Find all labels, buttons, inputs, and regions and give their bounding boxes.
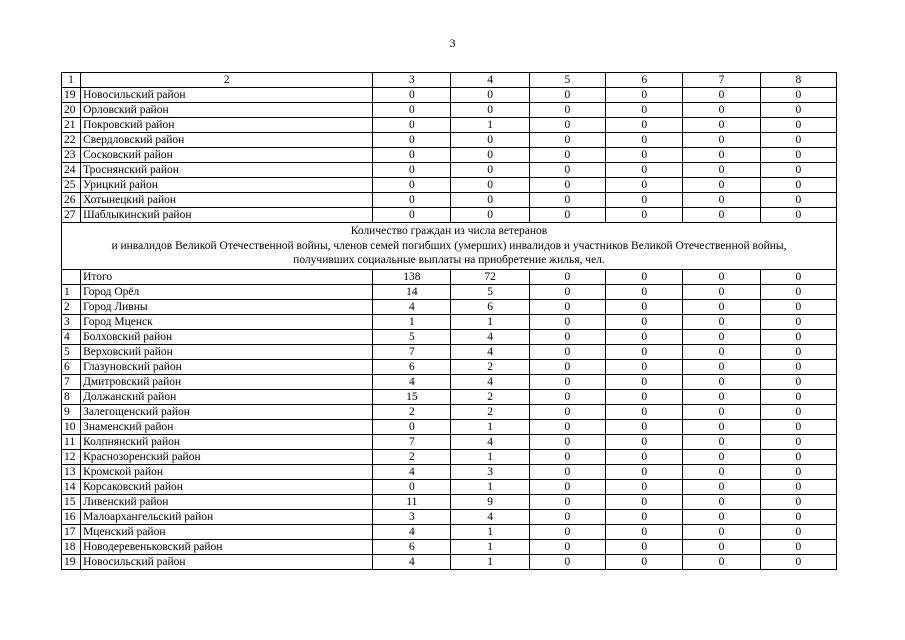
value-cell: 0: [451, 88, 529, 103]
page-number: 3: [449, 36, 456, 50]
district-name-cell: Знаменский район: [81, 419, 373, 434]
district-name-cell: Город Орёл: [81, 284, 373, 299]
value-cell: 0: [760, 284, 836, 299]
header-cell: 5: [529, 73, 605, 88]
value-cell: 0: [606, 494, 683, 509]
value-cell: 2: [373, 404, 451, 419]
value-cell: 0: [683, 329, 760, 344]
district-name-cell: Ливенский район: [81, 494, 373, 509]
value-cell: 0: [683, 389, 760, 404]
district-name-cell: Новодеревеньковский район: [81, 539, 373, 554]
district-name-cell: Хотынецкий район: [81, 193, 373, 208]
value-cell: 138: [373, 269, 451, 284]
value-cell: 0: [683, 88, 760, 103]
value-cell: 1: [451, 524, 529, 539]
section-title-line: и инвалидов Великой Отечественной войны, членов семей погибших (умерших) инвалидов и участников Великой Отечественной войны,: [111, 239, 787, 252]
value-cell: 0: [760, 133, 836, 148]
value-cell: 9: [451, 494, 529, 509]
value-cell: 0: [451, 133, 529, 148]
value-cell: 0: [683, 479, 760, 494]
row-number-cell: 21: [62, 118, 81, 133]
value-cell: 4: [451, 329, 529, 344]
value-cell: 0: [373, 178, 451, 193]
value-cell: 0: [529, 103, 605, 118]
row-number-cell: 5: [62, 344, 81, 359]
value-cell: 0: [529, 404, 605, 419]
value-cell: 1: [373, 314, 451, 329]
district-name-cell: Колпнянский район: [81, 434, 373, 449]
value-cell: 0: [683, 299, 760, 314]
value-cell: 0: [683, 344, 760, 359]
row-number-cell: 22: [62, 133, 81, 148]
value-cell: 5: [451, 284, 529, 299]
value-cell: 0: [606, 419, 683, 434]
table-row: [62, 118, 837, 133]
table-row: [62, 539, 837, 554]
value-cell: 0: [760, 479, 836, 494]
table-row: [62, 524, 837, 539]
table-row: [62, 193, 837, 208]
district-name-cell: Орловский район: [81, 103, 373, 118]
value-cell: 7: [373, 344, 451, 359]
value-cell: 0: [373, 118, 451, 133]
value-cell: 0: [683, 178, 760, 193]
district-name-cell: Город Ливны: [81, 299, 373, 314]
row-number-cell: 27: [62, 208, 81, 223]
value-cell: 0: [529, 374, 605, 389]
row-number-cell: 26: [62, 193, 81, 208]
value-cell: 2: [373, 449, 451, 464]
table-row: [62, 314, 837, 329]
section-title-line: получивших социальные выплаты на приобретение жилья, чел.: [293, 254, 605, 266]
value-cell: 0: [529, 539, 605, 554]
value-cell: 0: [606, 359, 683, 374]
value-cell: 0: [683, 524, 760, 539]
value-cell: 0: [760, 314, 836, 329]
row-number-cell: 17: [62, 524, 81, 539]
value-cell: 0: [606, 269, 683, 284]
section-title-line: Количество граждан из числа ветеранов: [350, 225, 548, 237]
row-number-cell: 10: [62, 419, 81, 434]
value-cell: 0: [529, 133, 605, 148]
table-row: [62, 449, 837, 464]
value-cell: 0: [683, 148, 760, 163]
value-cell: 0: [606, 374, 683, 389]
district-name-cell: Краснозоренский район: [81, 449, 373, 464]
value-cell: 1: [451, 419, 529, 434]
value-cell: 0: [683, 118, 760, 133]
row-number-cell: 19: [62, 88, 81, 103]
value-cell: 0: [760, 359, 836, 374]
value-cell: 0: [373, 103, 451, 118]
value-cell: 0: [683, 494, 760, 509]
value-cell: 4: [373, 374, 451, 389]
value-cell: 0: [760, 494, 836, 509]
value-cell: 0: [529, 208, 605, 223]
value-cell: 0: [606, 148, 683, 163]
value-cell: 0: [683, 208, 760, 223]
section-title-row: [62, 223, 837, 270]
value-cell: 1: [451, 449, 529, 464]
value-cell: 3: [373, 509, 451, 524]
table-row: [62, 284, 837, 299]
table-row: [62, 299, 837, 314]
table-row: [62, 479, 837, 494]
value-cell: 0: [606, 103, 683, 118]
table-row: [62, 208, 837, 223]
table-row: [62, 103, 837, 118]
value-cell: 0: [373, 163, 451, 178]
row-number-cell: 12: [62, 449, 81, 464]
value-cell: 0: [451, 193, 529, 208]
value-cell: 0: [529, 148, 605, 163]
table-row: [62, 359, 837, 374]
value-cell: 0: [451, 163, 529, 178]
table-row: [62, 344, 837, 359]
table-row: [62, 434, 837, 449]
value-cell: 0: [760, 404, 836, 419]
value-cell: 0: [451, 208, 529, 223]
district-name-cell: Урицкий район: [81, 178, 373, 193]
value-cell: 0: [373, 193, 451, 208]
district-name-cell: Верховский район: [81, 344, 373, 359]
value-cell: 0: [606, 88, 683, 103]
value-cell: 1: [451, 314, 529, 329]
value-cell: 0: [606, 178, 683, 193]
district-table: [61, 72, 837, 570]
district-name-cell: Малоархангельский район: [81, 509, 373, 524]
value-cell: 6: [373, 539, 451, 554]
value-cell: 0: [760, 178, 836, 193]
value-cell: 0: [606, 133, 683, 148]
district-name-cell: Корсаковский район: [81, 479, 373, 494]
value-cell: 0: [683, 419, 760, 434]
district-name-cell: Мценский район: [81, 524, 373, 539]
column-number-header-row: [62, 73, 837, 88]
row-number-cell: 11: [62, 434, 81, 449]
value-cell: 0: [529, 299, 605, 314]
table-row: [62, 374, 837, 389]
value-cell: 0: [529, 329, 605, 344]
value-cell: 0: [529, 314, 605, 329]
row-number-cell: 16: [62, 509, 81, 524]
district-name-cell: Шаблыкинский район: [81, 208, 373, 223]
value-cell: 0: [606, 329, 683, 344]
value-cell: 0: [683, 193, 760, 208]
row-number-cell: 18: [62, 539, 81, 554]
value-cell: 4: [451, 434, 529, 449]
value-cell: 0: [760, 554, 836, 569]
value-cell: 4: [373, 524, 451, 539]
table-row: [62, 163, 837, 178]
value-cell: 0: [760, 329, 836, 344]
value-cell: 2: [451, 359, 529, 374]
value-cell: 0: [760, 344, 836, 359]
district-name-cell: Свердловский район: [81, 133, 373, 148]
value-cell: 0: [606, 389, 683, 404]
value-cell: 0: [529, 524, 605, 539]
table-row: [62, 554, 837, 569]
row-number-cell: 7: [62, 374, 81, 389]
value-cell: 0: [683, 539, 760, 554]
value-cell: 0: [529, 419, 605, 434]
value-cell: 0: [373, 133, 451, 148]
value-cell: 0: [529, 88, 605, 103]
value-cell: 0: [760, 163, 836, 178]
row-number-cell: 2: [62, 299, 81, 314]
value-cell: 0: [760, 464, 836, 479]
value-cell: 0: [760, 449, 836, 464]
row-number-cell: 8: [62, 389, 81, 404]
value-cell: 0: [683, 103, 760, 118]
row-number-cell: 4: [62, 329, 81, 344]
value-cell: 0: [606, 314, 683, 329]
value-cell: 0: [606, 118, 683, 133]
value-cell: 0: [529, 118, 605, 133]
value-cell: 2: [451, 389, 529, 404]
value-cell: 1: [451, 554, 529, 569]
value-cell: 7: [373, 434, 451, 449]
value-cell: 0: [683, 133, 760, 148]
value-cell: 0: [683, 464, 760, 479]
header-cell: 7: [683, 73, 760, 88]
table-row: [62, 178, 837, 193]
table-row: [62, 88, 837, 103]
value-cell: 0: [529, 464, 605, 479]
district-name-cell: Покровский район: [81, 118, 373, 133]
value-cell: 15: [373, 389, 451, 404]
value-cell: 0: [606, 344, 683, 359]
value-cell: 0: [760, 524, 836, 539]
value-cell: 0: [683, 554, 760, 569]
value-cell: 0: [683, 509, 760, 524]
value-cell: 0: [606, 509, 683, 524]
district-name-cell: Город Мценск: [81, 314, 373, 329]
value-cell: 0: [606, 404, 683, 419]
table-row: [62, 494, 837, 509]
value-cell: 0: [760, 509, 836, 524]
table-row: [62, 509, 837, 524]
row-number-cell: 9: [62, 404, 81, 419]
value-cell: 0: [373, 419, 451, 434]
table-row: [62, 329, 837, 344]
district-name-cell: Кромской район: [81, 464, 373, 479]
value-cell: 0: [683, 404, 760, 419]
value-cell: 1: [451, 539, 529, 554]
row-number-cell: 24: [62, 163, 81, 178]
value-cell: 0: [529, 434, 605, 449]
value-cell: 0: [529, 178, 605, 193]
value-cell: 0: [606, 554, 683, 569]
table-row: [62, 133, 837, 148]
value-cell: 0: [760, 374, 836, 389]
table-row: [62, 389, 837, 404]
value-cell: 0: [451, 148, 529, 163]
value-cell: 0: [529, 494, 605, 509]
value-cell: 0: [373, 208, 451, 223]
section-title-cell: [62, 223, 837, 270]
value-cell: 0: [606, 299, 683, 314]
value-cell: 0: [606, 284, 683, 299]
row-number-cell: 20: [62, 103, 81, 118]
value-cell: 4: [451, 374, 529, 389]
value-cell: 0: [760, 208, 836, 223]
value-cell: 0: [683, 374, 760, 389]
value-cell: 1: [451, 118, 529, 133]
value-cell: 4: [451, 509, 529, 524]
value-cell: 2: [451, 404, 529, 419]
value-cell: 0: [760, 539, 836, 554]
header-cell: 2: [81, 73, 373, 88]
row-number-cell: 15: [62, 494, 81, 509]
district-name-cell: Дмитровский район: [81, 374, 373, 389]
table-row: [62, 404, 837, 419]
value-cell: 72: [451, 269, 529, 284]
value-cell: 0: [529, 449, 605, 464]
row-number-cell: 1: [62, 284, 81, 299]
district-name-cell: Итого: [81, 269, 373, 284]
header-cell: 4: [451, 73, 529, 88]
district-name-cell: Новосильский район: [81, 88, 373, 103]
value-cell: 4: [373, 554, 451, 569]
value-cell: 0: [760, 389, 836, 404]
value-cell: 0: [606, 449, 683, 464]
value-cell: 0: [373, 148, 451, 163]
value-cell: 0: [529, 389, 605, 404]
header-cell: 8: [760, 73, 836, 88]
value-cell: 0: [529, 163, 605, 178]
value-cell: 0: [606, 208, 683, 223]
district-name-cell: Должанский район: [81, 389, 373, 404]
value-cell: 11: [373, 494, 451, 509]
district-name-cell: Залегощенский район: [81, 404, 373, 419]
value-cell: 0: [606, 479, 683, 494]
value-cell: 0: [529, 344, 605, 359]
value-cell: 0: [760, 299, 836, 314]
value-cell: 0: [683, 434, 760, 449]
district-name-cell: Глазуновский район: [81, 359, 373, 374]
value-cell: 4: [451, 344, 529, 359]
value-cell: 0: [760, 103, 836, 118]
value-cell: 0: [760, 148, 836, 163]
value-cell: 0: [760, 118, 836, 133]
value-cell: 0: [529, 509, 605, 524]
value-cell: 6: [451, 299, 529, 314]
table-row: [62, 269, 837, 284]
value-cell: 0: [529, 193, 605, 208]
value-cell: 0: [373, 479, 451, 494]
value-cell: 0: [606, 163, 683, 178]
value-cell: 3: [451, 464, 529, 479]
row-number-cell: [62, 269, 81, 284]
header-cell: 3: [373, 73, 451, 88]
value-cell: 0: [529, 284, 605, 299]
row-number-cell: 25: [62, 178, 81, 193]
value-cell: 0: [529, 359, 605, 374]
value-cell: 0: [606, 539, 683, 554]
value-cell: 0: [683, 359, 760, 374]
value-cell: 0: [606, 524, 683, 539]
row-number-cell: 13: [62, 464, 81, 479]
row-number-cell: 19: [62, 554, 81, 569]
value-cell: 0: [683, 163, 760, 178]
value-cell: 0: [760, 269, 836, 284]
value-cell: 0: [373, 88, 451, 103]
value-cell: 0: [451, 178, 529, 193]
district-name-cell: Троснянский район: [81, 163, 373, 178]
value-cell: 1: [451, 479, 529, 494]
value-cell: 0: [451, 103, 529, 118]
header-cell: 1: [62, 73, 81, 88]
value-cell: 0: [760, 419, 836, 434]
value-cell: 0: [606, 464, 683, 479]
value-cell: 0: [760, 434, 836, 449]
value-cell: 14: [373, 284, 451, 299]
value-cell: 0: [760, 88, 836, 103]
row-number-cell: 6: [62, 359, 81, 374]
value-cell: 0: [606, 193, 683, 208]
value-cell: 4: [373, 299, 451, 314]
table-row: [62, 148, 837, 163]
table-row: [62, 464, 837, 479]
value-cell: 0: [683, 284, 760, 299]
row-number-cell: 3: [62, 314, 81, 329]
table-row: [62, 419, 837, 434]
value-cell: 0: [606, 434, 683, 449]
value-cell: 0: [529, 269, 605, 284]
value-cell: 6: [373, 359, 451, 374]
value-cell: 5: [373, 329, 451, 344]
header-cell: 6: [606, 73, 683, 88]
value-cell: 4: [373, 464, 451, 479]
value-cell: 0: [529, 554, 605, 569]
value-cell: 0: [683, 269, 760, 284]
value-cell: 0: [683, 314, 760, 329]
district-name-cell: Болховский район: [81, 329, 373, 344]
district-name-cell: Новосильский район: [81, 554, 373, 569]
row-number-cell: 23: [62, 148, 81, 163]
row-number-cell: 14: [62, 479, 81, 494]
value-cell: 0: [760, 193, 836, 208]
value-cell: 0: [529, 479, 605, 494]
district-name-cell: Сосковский район: [81, 148, 373, 163]
value-cell: 0: [683, 449, 760, 464]
